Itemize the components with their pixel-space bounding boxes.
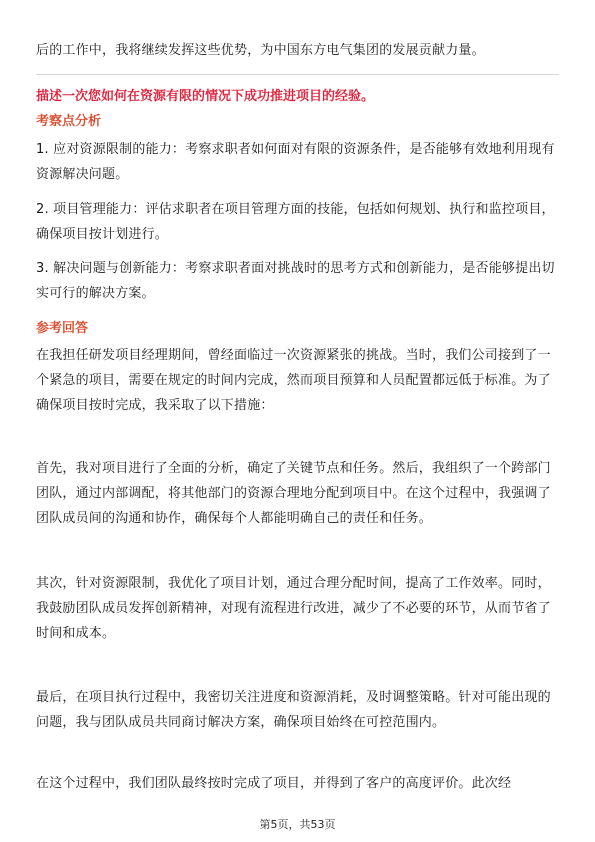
answer-paragraph-3: 其次，针对资源限制，我优化了项目计划，通过合理分配时间，提高了工作效率。同时，我鼓励团队成员发挥创新精神，对现有流程进行改进，减少了不必要的环节，从而节省了时间和成本。 (36, 576, 551, 641)
answer-paragraph-1: 在我担任研发项目经理期间，曾经面临过一次资源紧张的挑战。当时，我们公司接到了一个紧急的项目，需要在规定的时间内完成，然而项目预算和人员配置都远低于标准。为了确保项目按时完成，我采取了以下措施： (36, 348, 551, 413)
analysis-point-2: 2. 项目管理能力：评估求职者在项目管理方面的技能，包括如何规划、执行和监控项目，确保项目按计划进行。 (36, 202, 555, 242)
analysis-point-3: 3. 解决问题与创新能力：考察求职者面对挑战时的思考方式和创新能力，是否能够提出切实可行的解决方案。 (36, 261, 555, 301)
section-divider (36, 74, 559, 75)
page-number: 第5页，共53页 (259, 818, 336, 831)
question-title: 描述一次您如何在资源有限的情况下成功推进项目的经验。 (36, 89, 375, 104)
intro-tail-text: 后的工作中，我将继续发挥这些优势，为中国东方电气集团的发展贡献力量。 (36, 43, 485, 58)
answer-paragraph-2: 首先，我对项目进行了全面的分析，确定了关键节点和任务。然后，我组织了一个跨部门团队，通过内部调配，将其他部门的资源合理地分配到项目中。在这个过程中，我强调了团队成员间的沟通和协作，确保每个人都能明确自己的责任和任务。 (36, 461, 551, 526)
answer-heading: 参考回答 (36, 321, 89, 336)
analysis-heading: 考察点分析 (36, 114, 102, 129)
answer-paragraph-4: 最后，在项目执行过程中，我密切关注进度和资源消耗，及时调整策略。针对可能出现的问题，我与团队成员共同商讨解决方案，确保项目始终在可控范围内。 (36, 690, 551, 730)
analysis-point-1: 1. 应对资源限制的能力：考察求职者如何面对有限的资源条件，是否能够有效地利用现有资源解决问题。 (36, 142, 555, 182)
answer-paragraph-5: 在这个过程中，我们团队最终按时完成了项目，并得到了客户的高度评价。此次经 (36, 776, 512, 791)
